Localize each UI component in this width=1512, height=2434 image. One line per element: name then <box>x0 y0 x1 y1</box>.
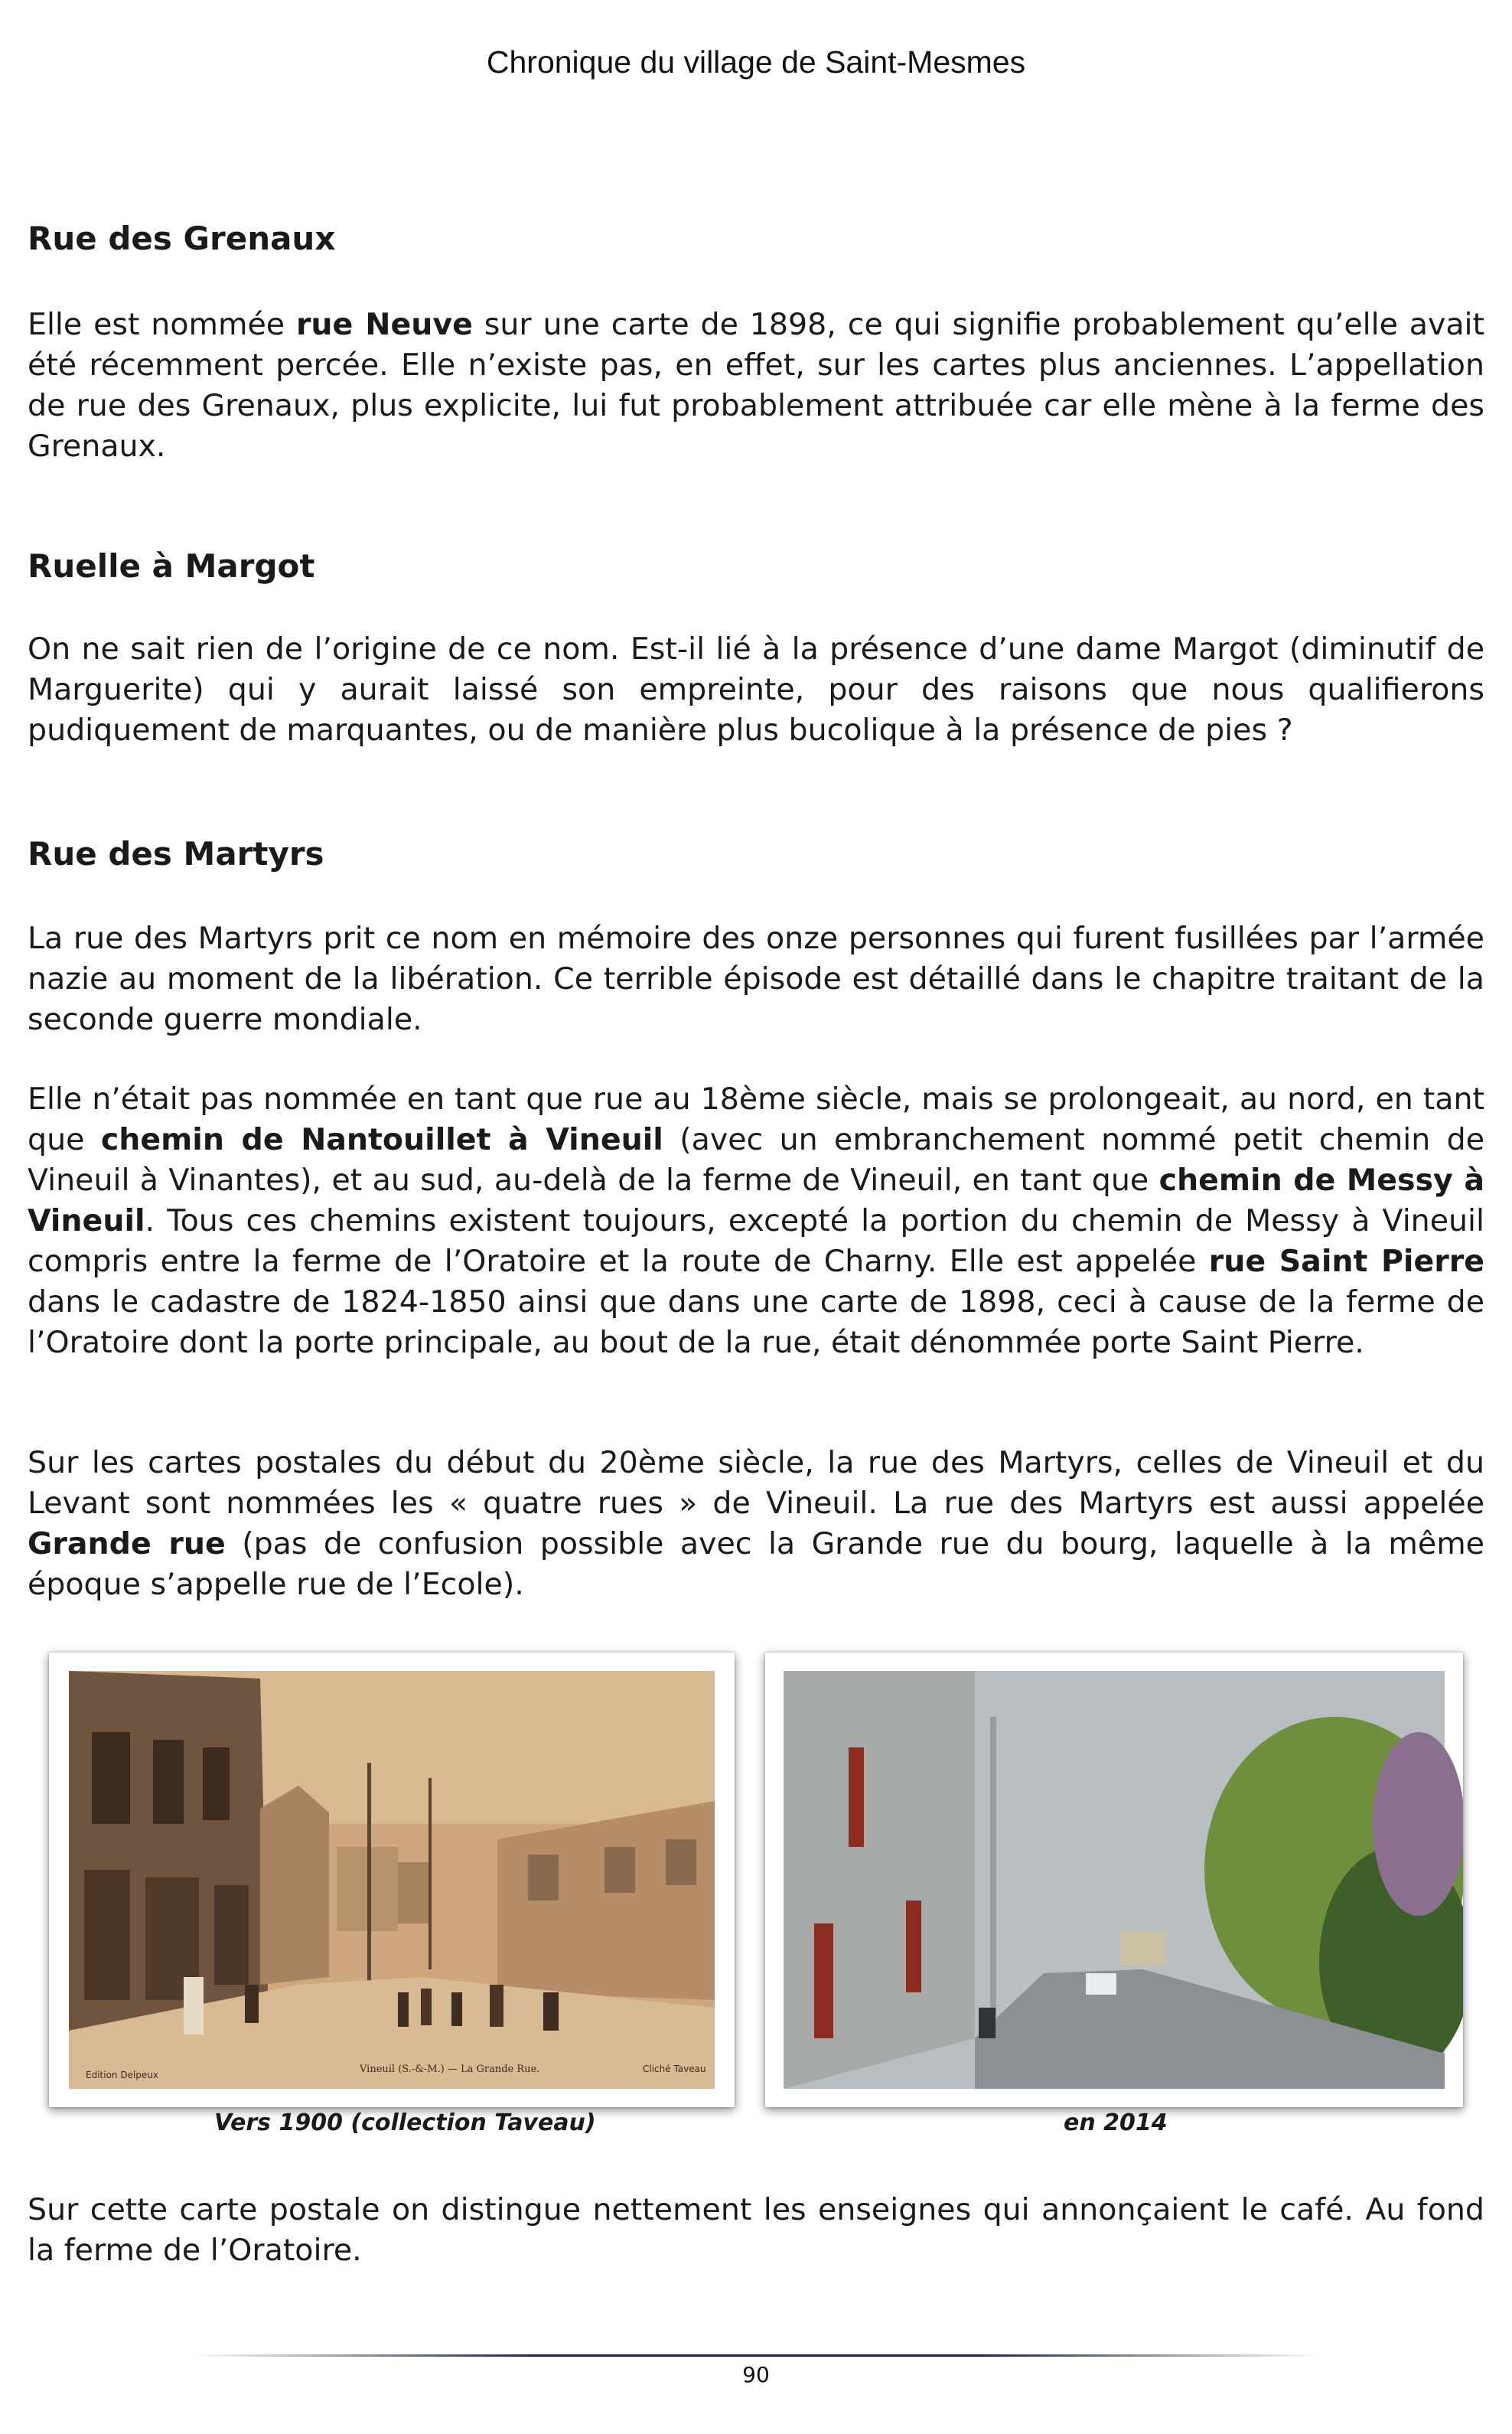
section-title-martyrs: Rue des Martyrs <box>28 835 324 873</box>
text-run: sur une carte de 1898, ce qui signifie probablement qu’elle avait été récemment percée. Elle n’existe pas, en effet, sur les cartes plus anciennes. L’appellation de rue des Grenaux, plus explicite, lui fut probablement attribuée car elle mène à la ferme des Grenaux. <box>28 307 1484 464</box>
street-image <box>765 1653 1463 2107</box>
postcard-label-center: Vineuil (S.-&-M.) — La Grande Rue. <box>360 2064 540 2075</box>
bold-term: rue Neuve <box>295 307 473 342</box>
paragraph-martyrs-1: La rue des Martyrs prit ce nom en mémoire des onze personnes qui furent fusillées par l’armée nazie au moment de la libération. Ce terrible épisode est détaillé dans le chapitre traitant de la seconde guerre mondiale. <box>28 921 1484 1037</box>
text-run: Elle est nommée <box>28 307 296 342</box>
postcard-image <box>49 1653 735 2107</box>
postcard-label-right: Cliché Taveau <box>643 2064 706 2074</box>
paragraph-closing: Sur cette carte postale on distingue nettement les enseignes qui annonçaient le café. Au fond la ferme de l’Oratoire. <box>28 2192 1484 2268</box>
paragraph-margot: On ne sait rien de l’origine de ce nom. Est-il lié à la présence d’une dame Margot (diminutif de Marguerite) qui y aurait laissé son empreinte, pour des raisons que nous qualifierons pudiquement de marquantes, ou de manière plus bucolique à la présence de pies ? <box>28 631 1484 748</box>
bold-term: chemin de Messy à Vineuil <box>28 1163 1484 1238</box>
running-header: Chronique du village de Saint-Mesmes <box>486 44 1026 80</box>
photo-caption-left: Vers 1900 (collection Taveau) <box>214 2109 596 2136</box>
bold-term: rue Saint Pierre <box>1208 1244 1484 1279</box>
modern-street-photo <box>765 1653 1463 2107</box>
section-title-grenaux: Rue des Grenaux <box>28 220 336 257</box>
text-run: . Tous ces chemins existent toujours, excepté la portion du chemin de Messy à Vineuil compris entre la ferme de l’Oratoire et la route de Charny. Elle est appelée <box>28 1203 1484 1279</box>
text-run: (avec un embranchement nommé petit chemin de Vineuil à Vinantes), et au sud, au-delà de la ferme de Vineuil, en tant que <box>28 1122 1485 1198</box>
postcard-photo <box>49 1653 735 2107</box>
paragraph-martyrs-3 <box>28 1443 1484 1605</box>
photo-caption-right: en 2014 <box>1064 2109 1168 2136</box>
text-run: Sur les cartes postales du début du 20ème siècle, la rue des Martyrs, celles de Vineuil et du Levant sont nommées les « quatre rues » de Vineuil. La rue des Martyrs est aussi appelée <box>28 1445 1484 1521</box>
text-run: dans le cadastre de 1824-1850 ainsi que dans une carte de 1898, ceci à cause de la ferme de l’Oratoire dont la porte principale, au bout de la rue, était dénommée porte Saint Pierre. <box>28 1284 1484 1360</box>
paragraph-martyrs-2 <box>28 1079 1484 1363</box>
text-run: Elle n’était pas nommée en tant que rue au 18ème siècle, mais se prolongeait, au nord, en tant que <box>28 1082 1484 1157</box>
section-title-margot: Ruelle à Margot <box>28 547 315 585</box>
text-run: (pas de confusion possible avec la Grande rue du bourg, laquelle à la même époque s’appelle rue de l’Ecole). <box>28 1526 1484 1602</box>
bold-term: Grande rue <box>28 1526 226 1561</box>
bold-term: chemin de Nantouillet à Vineuil <box>100 1122 663 1157</box>
page-number: 90 <box>742 2362 770 2387</box>
postcard-label-left: Edition Delpeux <box>86 2070 158 2080</box>
paragraph-grenaux <box>28 305 1484 467</box>
window-shape <box>92 1732 130 1824</box>
footer-divider <box>191 2354 1321 2357</box>
